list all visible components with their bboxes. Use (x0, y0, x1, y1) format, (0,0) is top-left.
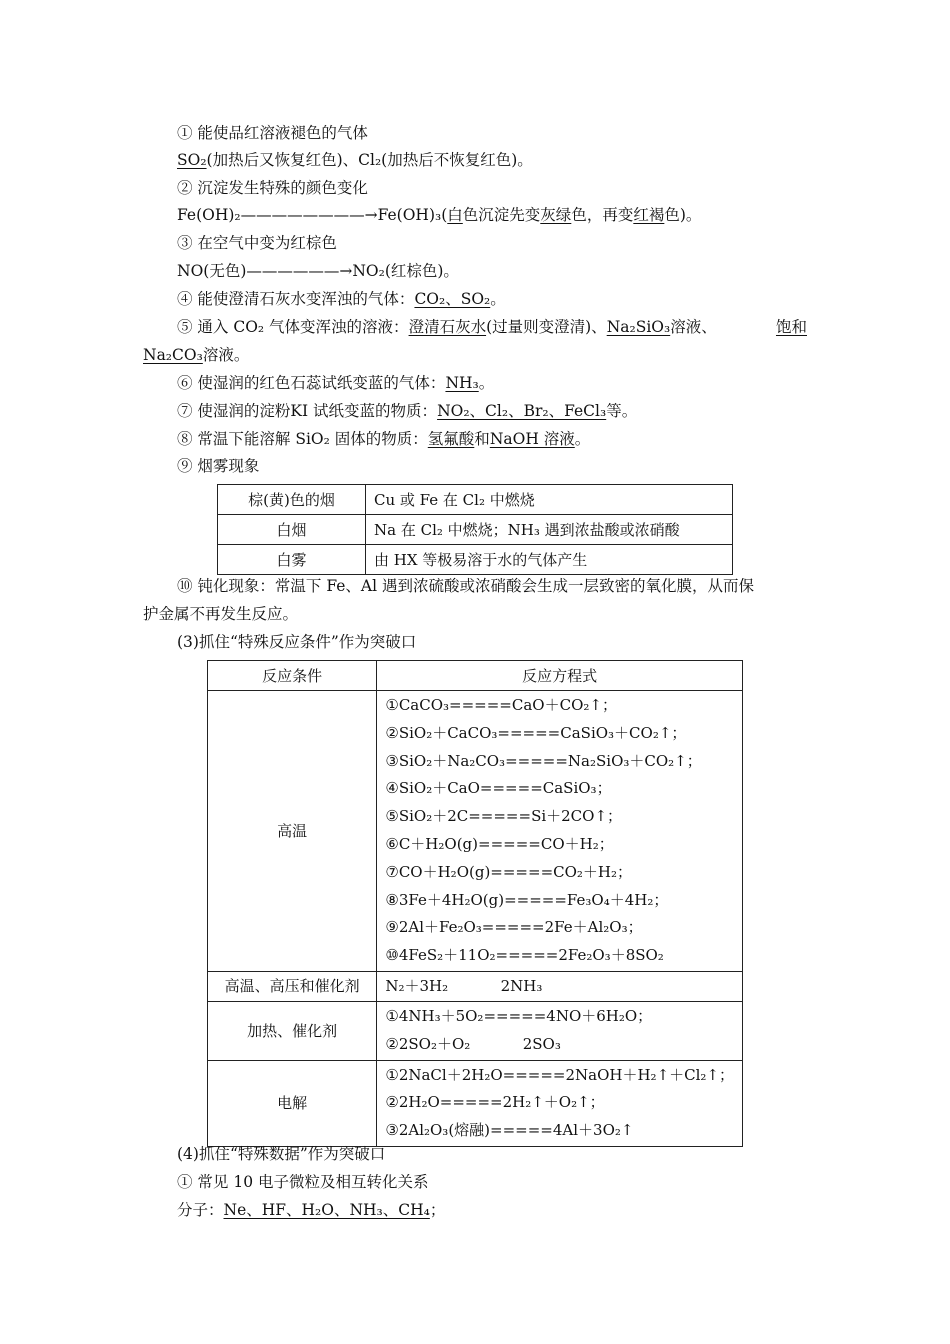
equation: ②SiO₂＋CaCO₃=====CaSiO₃＋CO₂↑； (385, 723, 687, 742)
table-row (208, 691, 743, 972)
table-cell: Cu 或 Fe 在 Cl₂ 中燃烧 (366, 485, 733, 515)
equation: ①4NH₃＋5O₂=====4NO＋6H₂O； (385, 1006, 653, 1025)
table-row (208, 1060, 743, 1146)
column-header: 反应条件 (208, 661, 377, 691)
condition-cell: 电解 (208, 1060, 377, 1146)
item-10-line-1: ⑩ 钝化现象：常温下 Fe、Al 遇到浓硫酸或浓硝酸会生成一层致密的氧化膜，从而保 (177, 577, 755, 595)
equation: ⑩4FeS₂＋11O₂=====2Fe₂O₃＋8SO₂ (385, 946, 664, 965)
item-3-body: NO(无色)——————→NO₂(红棕色)。 (177, 262, 459, 280)
condition-cell: 高温 (208, 691, 377, 972)
item-2-heading: ② 沉淀发生特殊的颜色变化 (177, 179, 368, 197)
table-cell: 由 HX 等极易溶于水的气体产生 (366, 545, 733, 575)
molecules-line: 分子：Ne、HF、H₂O、NH₃、CH₄； (177, 1201, 446, 1219)
equation: ⑧3Fe＋4H₂O(g)=====Fe₃O₄＋4H₂； (385, 890, 669, 909)
subsection-1-heading: ① 常见 10 电子微粒及相互转化关系 (177, 1173, 429, 1191)
equation: ①2NaCl＋2H₂O=====2NaOH＋H₂↑＋Cl₂↑； (385, 1065, 734, 1084)
equation: ④SiO₂＋CaO=====CaSiO₃； (385, 779, 612, 798)
table-row (218, 545, 733, 575)
table-row (208, 1001, 743, 1060)
equation: ③2Al₂O₃(熔融)=====4Al＋3O₂↑ (385, 1121, 634, 1140)
item-8: ⑧ 常温下能溶解 SiO₂ 固体的物质：氢氟酸和NaOH 溶液。 (177, 430, 591, 448)
item-4: ④ 能使澄清石灰水变浑浊的气体：CO₂、SO₂。 (177, 290, 506, 308)
equation: ⑦CO＋H₂O(g)=====CO₂＋H₂； (385, 862, 633, 881)
item-1-body: SO₂(加热后又恢复红色)、Cl₂(加热后不恢复红色)。 (177, 151, 533, 169)
equations-cell (377, 1001, 743, 1060)
equation: N₂＋3H₂ 2NH₃ (385, 976, 543, 995)
equations-cell (377, 1060, 743, 1146)
table-header-row (208, 661, 743, 691)
equations-cell (377, 971, 743, 1001)
equation: ⑨2Al＋Fe₂O₃=====2Fe＋Al₂O₃； (385, 918, 643, 937)
condition-cell: 高温、高压和催化剂 (208, 971, 377, 1001)
table-cell: Na 在 Cl₂ 中燃烧；NH₃ 遇到浓盐酸或浓硝酸 (366, 515, 733, 545)
equation: ⑥C＋H₂O(g)=====CO＋H₂； (385, 834, 614, 853)
table-row (208, 971, 743, 1001)
column-header: 反应方程式 (377, 661, 743, 691)
table-cell: 棕(黄)色的烟 (218, 485, 366, 515)
equation: ②2SO₂＋O₂ 2SO₃ (385, 1034, 561, 1053)
table-cell: 白雾 (218, 545, 366, 575)
item-9-heading: ⑨ 烟雾现象 (177, 457, 260, 475)
item-7: ⑦ 使湿润的淀粉KI 试纸变蓝的物质：NO₂、Cl₂、Br₂、FeCl₃等。 (177, 402, 638, 420)
equation: ⑤SiO₂＋2C=====Si＋2CO↑； (385, 807, 623, 826)
equation: ②2H₂O=====2H₂↑＋O₂↑； (385, 1093, 605, 1112)
item-3-heading: ③ 在空气中变为红棕色 (177, 234, 337, 252)
section-4-heading: (4)抓住“特殊数据”作为突破口 (177, 1145, 386, 1163)
table-row (218, 485, 733, 515)
section-3-heading: (3)抓住“特殊反应条件”作为突破口 (177, 633, 417, 651)
item-1-heading: ① 能使品红溶液褪色的气体 (177, 124, 368, 142)
equation: ①CaCO₃=====CaO＋CO₂↑； (385, 696, 617, 714)
item-2-body: Fe(OH)₂————————→Fe(OH)₃(白色沉淀先变灰绿色，再变红褐色)。 (177, 206, 702, 224)
smoke-table (217, 484, 733, 575)
table-row (218, 515, 733, 545)
reaction-conditions-table (207, 660, 743, 1147)
item-5-line-2: Na₂CO₃溶液。 (143, 346, 250, 364)
equation: ③SiO₂＋Na₂CO₃=====Na₂SiO₃＋CO₂↑； (385, 751, 702, 770)
table-cell: 白烟 (218, 515, 366, 545)
item-5-line-1: ⑤ 通入 CO₂ 气体变浑浊的溶液：澄清石灰水(过量则变澄清)、Na₂SiO₃溶液、 饱和 (177, 318, 807, 336)
condition-cell: 加热、催化剂 (208, 1001, 377, 1060)
item-10-line-2: 护金属不再发生反应。 (143, 605, 299, 623)
equations-cell (377, 691, 743, 972)
item-6: ⑥ 使湿润的红色石蕊试纸变蓝的气体：NH₃。 (177, 374, 495, 392)
